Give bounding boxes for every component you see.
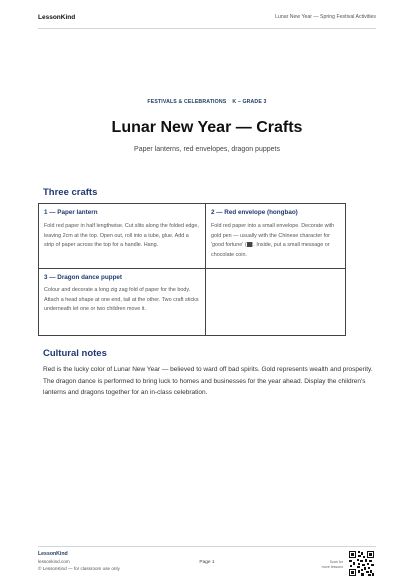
craft-card-dragon bbox=[39, 269, 206, 335]
header-doc-title: Lunar New Year — Spring Festival Activities bbox=[275, 14, 376, 20]
page-header bbox=[38, 14, 376, 26]
craft-instructions bbox=[211, 222, 340, 260]
footer-brand: LessonKind bbox=[38, 551, 68, 557]
craft-card-envelope bbox=[206, 204, 345, 269]
scan-caption-line1: Scan for bbox=[329, 560, 343, 564]
footer-copyright: © LessonKind — for classroom use only bbox=[38, 566, 120, 571]
craft-instructions: Colour and decorate a long zig zag fold of paper for the body. Attach a head shape at one end, tail at the other. Two craft sticks underneath let one or two children move it. bbox=[44, 287, 199, 313]
header-brand: LessonKind bbox=[38, 14, 76, 21]
page-title: Lunar New Year — Crafts bbox=[111, 119, 303, 136]
craft-title: 3 — Dragon dance puppet bbox=[44, 274, 123, 281]
empty-cell bbox=[206, 269, 345, 335]
grade-label: K – GRADE 3 bbox=[232, 99, 267, 105]
category-label: FESTIVALS & CELEBRATIONS bbox=[147, 99, 227, 105]
footer-url[interactable]: lessonkind.com bbox=[38, 559, 70, 564]
page-number: Page 1 bbox=[199, 560, 215, 565]
cultural-notes-text: Red is the lucky color of Lunar New Year — believed to ward off bad spirits. Gold represents wealth and prosperity. The dragon dance is performed to bring luck to homes and businesses for the year ahead. Display the children's lanterns and dragons together for an in-class celebration. bbox=[43, 366, 373, 396]
header-divider bbox=[38, 28, 376, 29]
craft-card-lantern bbox=[39, 204, 206, 269]
scan-caption bbox=[315, 560, 343, 570]
notes-heading: Cultural notes bbox=[43, 348, 107, 359]
crafts-table bbox=[38, 203, 346, 336]
footer-divider bbox=[38, 546, 376, 547]
scan-caption-line2: more lessons bbox=[321, 564, 343, 569]
category-eyebrow bbox=[0, 99, 414, 105]
page-subtitle: Paper lanterns, red envelopes, dragon puppets bbox=[134, 146, 280, 153]
craft-instructions: Fold red paper in half lengthwise. Cut slits along the folded edge, leaving 2cm at the top. Open out, roll into a tube, glue. Add a strip of paper across the top for a handle. Hang. bbox=[44, 223, 199, 249]
craft-instructions-part1: Fold red paper into a small envelope. Decorate with gold pen — usually with the Chinese character for 'good fortune' ( bbox=[211, 223, 335, 249]
craft-instructions-part2: ). Inside, put a small message or chocolate coin. bbox=[211, 242, 330, 258]
craft-title: 1 — Paper lantern bbox=[44, 209, 98, 216]
crafts-heading: Three crafts bbox=[43, 187, 98, 198]
qr-code-icon bbox=[349, 551, 374, 576]
craft-title: 2 — Red envelope (hongbao) bbox=[211, 209, 298, 216]
